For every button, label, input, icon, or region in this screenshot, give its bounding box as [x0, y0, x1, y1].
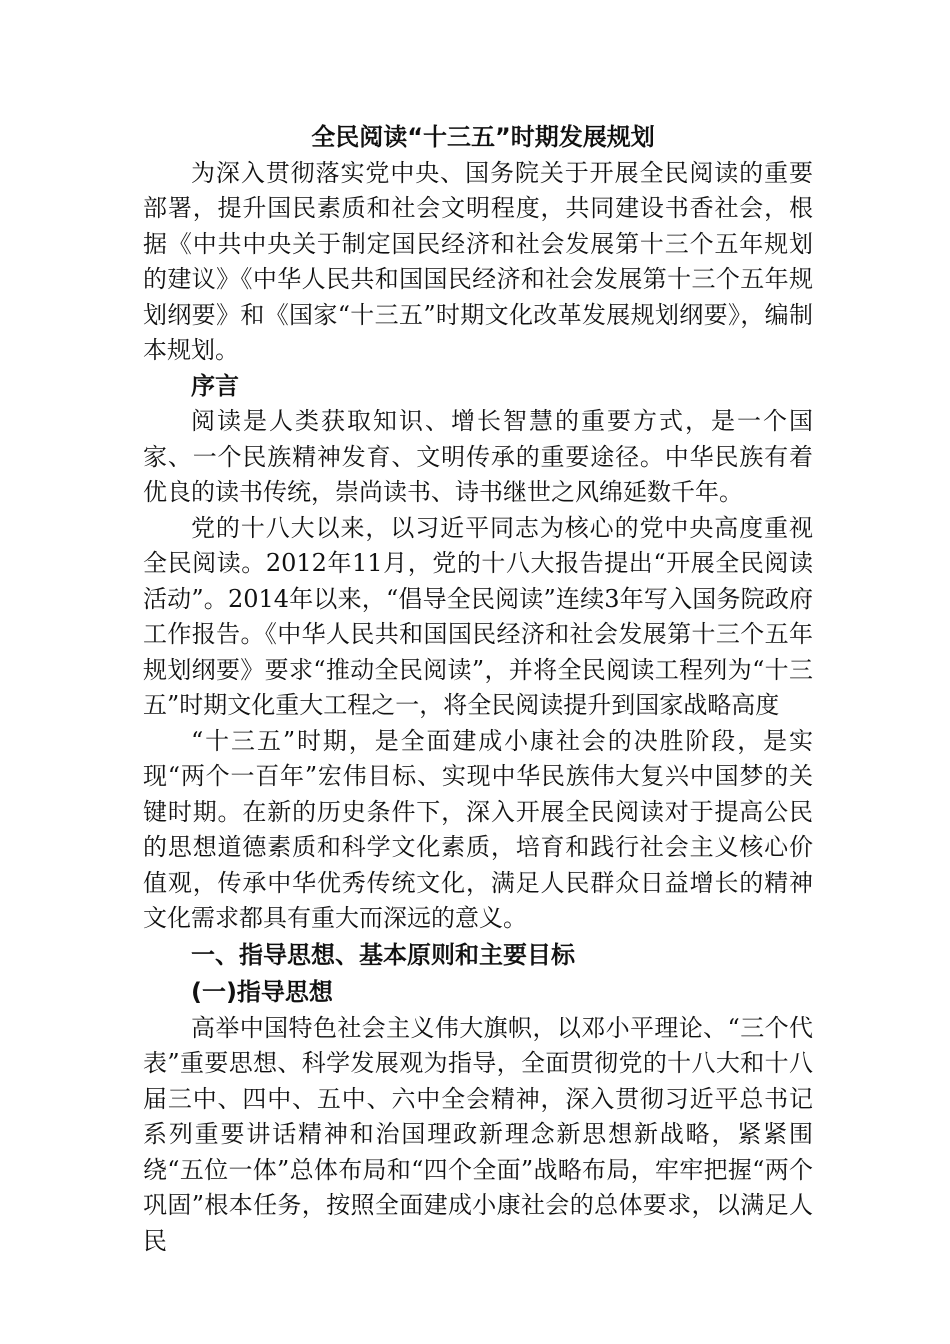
preface-heading: 序言 [191, 371, 239, 400]
guiding-ideology-paragraph: 高举中国特色社会主义伟大旗帜，以邓小平理论、“三个代表”重要思想、科学发展观为指导，全面贯彻党的十八大和十八届三中、四中、五中、六中全会精神，深入贯彻习近平总书记系列重要讲话精神和治国理政新理念新思想新战略，紧紧围绕“五位一体”总体布局和“四个全面”战略布局，牢牢把握“两个巩固”根本任务，按照全面建成小康社会的总体要求，以满足人民 [143, 1013, 813, 1255]
section-1-subheading-1: (一)指导思想 [191, 977, 333, 1006]
document-title: 全民阅读“十三五”时期发展规划 [311, 123, 655, 151]
preface-paragraph-3: “十三五”时期，是全面建成小康社会的决胜阶段，是实现“两个一百年”宏伟目标、实现中华民族伟大复兴中国梦的关键时期。在新的历史条件下，深入开展全民阅读对于提高公民的思想道德素质和科学文化素质，培育和践行社会主义核心价值观，传承中华优秀传统文化，满足人民群众日益增长的精神文化需求都具有重大而深远的意义。 [143, 726, 813, 932]
intro-paragraph: 为深入贯彻落实党中央、国务院关于开展全民阅读的重要部署，提升国民素质和社会文明程度，共同建设书香社会，根据《中共中央关于制定国民经济和社会发展第十三个五年规划的建议》《中华人民共和国国民经济和社会发展第十三个五年规划纲要》和《国家“十三五”时期文化改革发展规划纲要》，编制本规划。 [143, 158, 813, 364]
preface-paragraph-2: 党的十八大以来，以习近平同志为核心的党中央高度重视全民阅读。2012年11月，党的十八大报告提出“开展全民阅读活动”。2014年以来，“倡导全民阅读”连续3年写入国务院政府工作报告。《中华人民共和国国民经济和社会发展第十三个五年规划纲要》要求“推动全民阅读”，并将全民阅读工程列为“十三五”时期文化重大工程之一，将全民阅读提升到国家战略高度 [143, 513, 813, 719]
preface-paragraph-1: 阅读是人类获取知识、增长智慧的重要方式，是一个国家、一个民族精神发育、文明传承的重要途径。中华民族有着优良的读书传统，崇尚读书、诗书继世之风绵延数千年。 [143, 407, 813, 506]
section-1-heading: 一、指导思想、基本原则和主要目标 [191, 940, 575, 969]
document-body [143, 120, 813, 1259]
